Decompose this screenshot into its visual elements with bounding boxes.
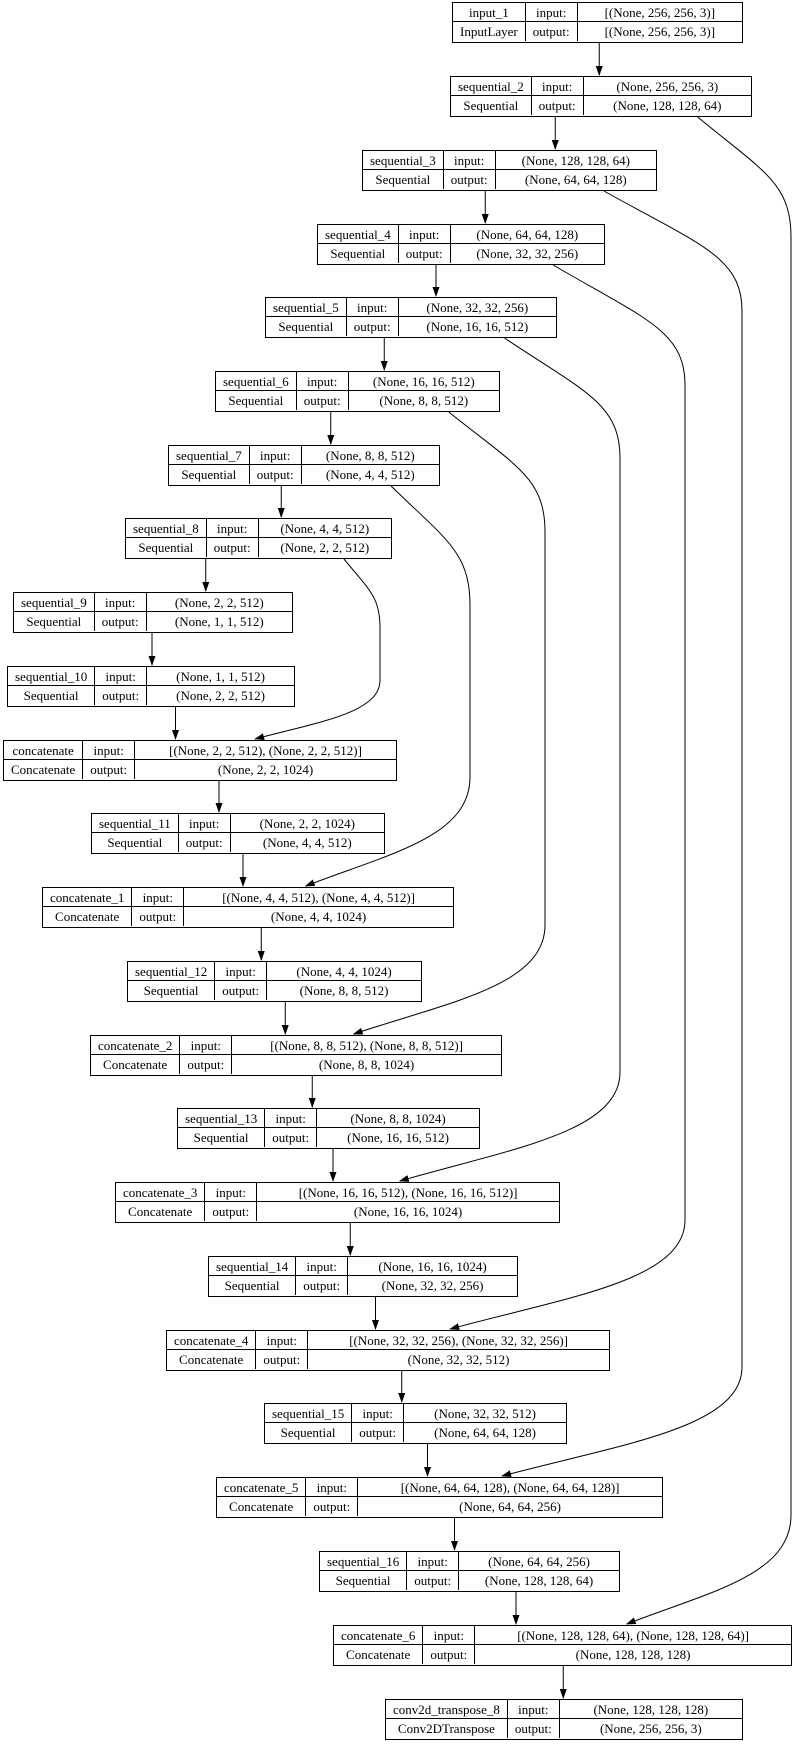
layer-type: Sequential (266, 317, 347, 336)
edge-sequential_4-to-concatenate_4 (450, 265, 685, 1329)
input-shape: (None, 4, 4, 1024) (267, 962, 421, 981)
input-label: input: (347, 298, 399, 317)
output-shape: (None, 64, 64, 256) (459, 1499, 561, 1514)
layer-name: sequential_5 (266, 298, 347, 317)
output-label: output: (95, 686, 147, 705)
layer-type: Sequential (14, 612, 95, 631)
input-shape: [(None, 128, 128, 64), (None, 128, 128, 64)] (475, 1626, 791, 1645)
output-label: output: (205, 1202, 257, 1221)
node-concatenate_3 (115, 1182, 560, 1223)
input-shape: (None, 16, 16, 512) (349, 372, 499, 391)
edge-sequential_3-to-concatenate_5 (502, 191, 742, 1476)
output-shape: (None, 128, 128, 64) (613, 98, 722, 113)
input-label: input: (296, 1257, 348, 1276)
input-label: input: (407, 1552, 459, 1571)
input-shape: (None, 1, 1, 512) (147, 667, 294, 686)
layer-name: sequential_6 (216, 372, 297, 391)
input-label: input: (95, 667, 147, 686)
layer-type: Concatenate (43, 907, 132, 926)
layer-name: sequential_12 (128, 962, 215, 981)
input-label: input: (205, 1183, 257, 1202)
node-concatenate_4 (166, 1330, 610, 1371)
output-label: output: (180, 1055, 232, 1074)
output-shape: (None, 128, 128, 64) (484, 1573, 594, 1588)
input-shape: [(None, 256, 256, 3)] (578, 3, 742, 22)
layer-type: Conv2DTranspose (386, 1719, 508, 1738)
node-sequential_3 (362, 150, 657, 191)
node-concatenate_1 (42, 887, 454, 928)
input-shape: (None, 8, 8, 1024) (317, 1109, 479, 1128)
node-sequential_2 (450, 76, 752, 117)
layer-name: sequential_15 (265, 1404, 352, 1423)
output-label: output: (526, 22, 578, 41)
node-concatenate (3, 740, 397, 781)
layer-type: Concatenate (91, 1055, 180, 1074)
layer-type: Sequential (318, 244, 399, 263)
input-shape: (None, 32, 32, 256) (399, 298, 556, 317)
input-label: input: (179, 814, 231, 833)
output-label: output: (215, 981, 267, 1000)
input-label: input: (83, 741, 135, 760)
output-label: output: (179, 833, 231, 852)
output-label: output: (444, 170, 496, 189)
input-shape: (None, 128, 128, 64) (496, 151, 656, 170)
layer-name: concatenate_2 (91, 1036, 180, 1055)
layer-type: Concatenate (4, 760, 83, 779)
output-shape: (None, 2, 2, 1024) (217, 762, 314, 777)
layer-type: Sequential (363, 170, 444, 189)
edge-sequential_8-to-concatenate (255, 559, 380, 739)
layer-name: sequential_16 (320, 1552, 407, 1571)
output-shape: (None, 8, 8, 1024) (318, 1057, 415, 1072)
input-label: input: (532, 77, 584, 96)
layer-type: Sequential (320, 1571, 407, 1590)
input-shape: (None, 64, 64, 128) (451, 225, 604, 244)
layer-name: input_1 (453, 3, 526, 22)
input-shape: [(None, 2, 2, 512), (None, 2, 2, 512)] (135, 741, 396, 760)
input-label: input: (250, 446, 302, 465)
input-label: input: (352, 1404, 404, 1423)
input-label: input: (508, 1700, 560, 1719)
input-shape: [(None, 16, 16, 512), (None, 16, 16, 512)] (257, 1183, 559, 1202)
output-label: output: (132, 907, 184, 926)
output-label: output: (265, 1128, 317, 1147)
output-shape: [(None, 256, 256, 3)] (604, 24, 716, 39)
output-shape: (None, 8, 8, 512) (299, 983, 389, 998)
node-sequential_16 (319, 1551, 620, 1592)
layer-type: InputLayer (453, 22, 526, 41)
layer-type: Sequential (169, 465, 250, 484)
output-label: output: (207, 538, 259, 557)
input-shape: (None, 8, 8, 512) (302, 446, 439, 465)
output-label: output: (256, 1350, 308, 1369)
layer-name: concatenate_1 (43, 888, 132, 907)
node-sequential_13 (177, 1108, 480, 1149)
input-shape: [(None, 32, 32, 256), (None, 32, 32, 256)] (308, 1331, 609, 1350)
output-label: output: (532, 96, 584, 115)
input-label: input: (444, 151, 496, 170)
output-label: output: (296, 1276, 348, 1295)
layer-type: Sequential (126, 538, 207, 557)
input-shape: (None, 2, 2, 512) (147, 593, 292, 612)
input-shape: (None, 2, 2, 1024) (231, 814, 384, 833)
input-label: input: (526, 3, 578, 22)
output-shape: (None, 32, 32, 512) (407, 1352, 510, 1367)
node-sequential_4 (317, 224, 605, 265)
input-shape: (None, 16, 16, 1024) (348, 1257, 517, 1276)
layer-name: sequential_4 (318, 225, 399, 244)
layer-name: sequential_14 (209, 1257, 296, 1276)
input-label: input: (297, 372, 349, 391)
edge-sequential_6-to-concatenate_2 (354, 412, 545, 1034)
node-concatenate_6 (333, 1625, 792, 1666)
node-conv2d_transpose_8 (385, 1699, 743, 1740)
layer-name: sequential_13 (178, 1109, 265, 1128)
input-label: input: (306, 1478, 358, 1497)
node-sequential_11 (91, 813, 385, 854)
layer-type: Sequential (451, 96, 532, 115)
input-label: input: (256, 1331, 308, 1350)
layer-type: Sequential (128, 981, 215, 1000)
output-shape: (None, 32, 32, 256) (381, 1278, 484, 1293)
layer-type: Concatenate (116, 1202, 205, 1221)
layer-name: sequential_8 (126, 519, 207, 538)
output-label: output: (306, 1497, 358, 1516)
output-shape: (None, 2, 2, 512) (176, 688, 265, 703)
layer-name: concatenate_6 (334, 1626, 423, 1645)
output-shape: (None, 16, 16, 512) (426, 319, 529, 334)
input-label: input: (180, 1036, 232, 1055)
output-shape: (None, 8, 8, 512) (379, 393, 469, 408)
input-label: input: (132, 888, 184, 907)
output-shape: (None, 16, 16, 512) (347, 1130, 449, 1145)
node-sequential_15 (264, 1403, 567, 1444)
output-shape: (None, 4, 4, 512) (262, 835, 352, 850)
output-label: output: (83, 760, 135, 779)
output-shape: (None, 4, 4, 512) (325, 467, 415, 482)
output-shape: (None, 128, 128, 128) (575, 1647, 691, 1662)
output-shape: (None, 4, 4, 1024) (270, 909, 367, 924)
node-sequential_12 (127, 961, 422, 1002)
output-label: output: (250, 465, 302, 484)
layer-type: Sequential (92, 833, 179, 852)
node-sequential_5 (265, 297, 557, 338)
input-shape: (None, 32, 32, 512) (404, 1404, 566, 1423)
layer-name: sequential_9 (14, 593, 95, 612)
layer-type: Sequential (209, 1276, 296, 1295)
layer-name: concatenate_5 (217, 1478, 306, 1497)
output-shape: (None, 64, 64, 128) (524, 172, 627, 187)
output-label: output: (399, 244, 451, 263)
layer-name: sequential_10 (8, 667, 95, 686)
node-concatenate_2 (90, 1035, 502, 1076)
input-shape: [(None, 4, 4, 512), (None, 4, 4, 512)] (184, 888, 453, 907)
node-sequential_9 (13, 592, 293, 633)
input-label: input: (95, 593, 147, 612)
layer-type: Sequential (216, 391, 297, 410)
input-shape: (None, 4, 4, 512) (259, 519, 391, 538)
node-sequential_10 (7, 666, 295, 707)
input-shape: [(None, 8, 8, 512), (None, 8, 8, 512)] (232, 1036, 501, 1055)
node-sequential_8 (125, 518, 392, 559)
layer-name: concatenate (4, 741, 83, 760)
output-label: output: (508, 1719, 560, 1738)
layer-type: Concatenate (167, 1350, 256, 1369)
layer-type: Concatenate (334, 1645, 423, 1664)
output-label: output: (95, 612, 147, 631)
input-label: input: (207, 519, 259, 538)
input-shape: (None, 256, 256, 3) (584, 77, 751, 96)
input-label: input: (399, 225, 451, 244)
layer-name: concatenate_3 (116, 1183, 205, 1202)
layer-name: sequential_7 (169, 446, 250, 465)
edge-sequential_2-to-concatenate_6 (627, 117, 791, 1624)
output-shape: (None, 16, 16, 1024) (353, 1204, 463, 1219)
input-shape: (None, 128, 128, 128) (560, 1700, 742, 1719)
output-shape: (None, 256, 256, 3) (599, 1721, 702, 1736)
output-shape: (None, 32, 32, 256) (476, 246, 579, 261)
layer-name: sequential_11 (92, 814, 179, 833)
input-shape: (None, 64, 64, 256) (459, 1552, 619, 1571)
output-shape: (None, 1, 1, 512) (174, 614, 264, 629)
input-label: input: (215, 962, 267, 981)
output-label: output: (407, 1571, 459, 1590)
layer-name: conv2d_transpose_8 (386, 1700, 508, 1719)
layer-name: sequential_2 (451, 77, 532, 96)
node-input_1 (452, 2, 743, 43)
node-sequential_14 (208, 1256, 518, 1297)
output-label: output: (297, 391, 349, 410)
layer-name: concatenate_4 (167, 1331, 256, 1350)
output-label: output: (347, 317, 399, 336)
layer-type: Sequential (8, 686, 95, 705)
layer-type: Sequential (265, 1423, 352, 1442)
node-sequential_7 (168, 445, 440, 486)
layer-name: sequential_3 (363, 151, 444, 170)
node-concatenate_5 (216, 1477, 663, 1518)
node-sequential_6 (215, 371, 500, 412)
output-shape: (None, 2, 2, 512) (280, 540, 370, 555)
layer-type: Sequential (178, 1128, 265, 1147)
input-label: input: (423, 1626, 475, 1645)
layer-type: Concatenate (217, 1497, 306, 1516)
output-label: output: (423, 1645, 475, 1664)
input-label: input: (265, 1109, 317, 1128)
input-shape: [(None, 64, 64, 128), (None, 64, 64, 128)] (358, 1478, 662, 1497)
output-shape: (None, 64, 64, 128) (434, 1425, 536, 1440)
output-label: output: (352, 1423, 404, 1442)
